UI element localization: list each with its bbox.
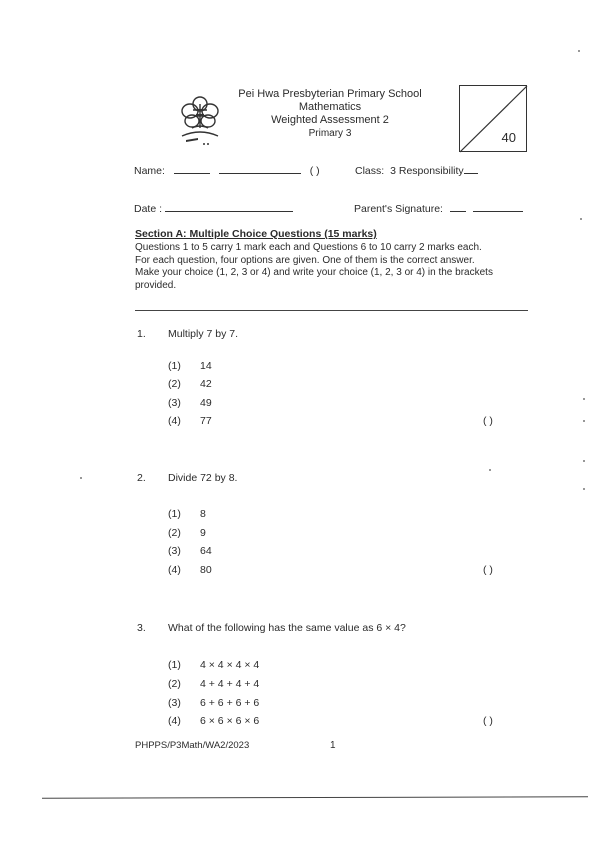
date-label: Date : — [134, 203, 163, 215]
option — [168, 659, 259, 671]
option-value: 77 — [200, 415, 212, 427]
scan-speck — [583, 488, 585, 490]
score-box — [459, 85, 527, 152]
question-number: 2. — [137, 472, 146, 484]
class-value: 3 Responsibility — [390, 165, 464, 177]
instruction-line: Questions 1 to 5 carry 1 mark each and Questions 6 to 10 carry 2 marks each. — [135, 242, 482, 253]
signature-blank-2[interactable] — [473, 202, 523, 212]
option-label: (1) — [168, 508, 181, 520]
option-label: (2) — [168, 378, 181, 390]
index-number-parens: ( ) — [309, 165, 320, 177]
scan-speck — [583, 420, 585, 422]
option-label: (1) — [168, 360, 181, 372]
section-divider — [135, 310, 528, 311]
question-text: What of the following has the same value as 6 × 4? — [168, 622, 406, 634]
instructions — [135, 242, 530, 292]
class-label: Class: — [355, 165, 385, 177]
option — [168, 545, 212, 557]
scan-speck — [489, 469, 491, 471]
question-number: 3. — [137, 622, 146, 634]
option — [168, 697, 259, 709]
option — [168, 678, 259, 690]
level: Primary 3 — [308, 128, 352, 139]
name-blank-2[interactable] — [219, 164, 301, 174]
option-value: 14 — [200, 360, 212, 372]
option — [168, 508, 206, 520]
school-name: Pei Hwa Presbyterian Primary School — [238, 88, 422, 100]
score-box-diagonal — [460, 86, 528, 153]
option — [168, 564, 212, 576]
scan-speck — [80, 477, 82, 479]
option — [168, 397, 212, 409]
option-label: (2) — [168, 678, 181, 690]
option-value: 80 — [200, 564, 212, 576]
option-label: (4) — [168, 564, 181, 576]
assessment-title: Weighted Assessment 2 — [271, 114, 389, 126]
option-value: 6 × 6 × 6 × 6 — [200, 715, 260, 727]
option-value: 64 — [200, 545, 212, 557]
scan-speck — [583, 460, 585, 462]
name-row — [134, 164, 320, 177]
date-row — [134, 202, 293, 215]
instruction-line: Make your choice (1, 2, 3 or 4) and write your choice (1, 2, 3 or 4) in the brackets — [135, 267, 493, 279]
question-number: 1. — [137, 328, 146, 340]
option-value: 6 + 6 + 6 + 6 — [200, 697, 260, 709]
answer-bracket[interactable]: ( ) — [483, 715, 493, 727]
instruction-line: For each question, four options are given. One of them is the correct answer. — [135, 254, 475, 266]
footer-code: PHPPS/P3Math/WA2/2023 — [135, 740, 250, 751]
option — [168, 527, 206, 539]
paper-header — [210, 88, 450, 140]
option — [168, 360, 212, 372]
option-label: (3) — [168, 697, 181, 709]
score-total: 40 — [501, 130, 516, 145]
option-label: (3) — [168, 397, 181, 409]
section-title: Section A: Multiple Choice Questions (15 marks) — [135, 228, 377, 240]
option-value: 4 × 4 × 4 × 4 — [200, 659, 260, 671]
page-number: 1 — [330, 740, 336, 751]
option-label: (3) — [168, 545, 181, 557]
instruction-line: provided. — [135, 279, 177, 291]
class-row — [355, 164, 478, 177]
option-label: (4) — [168, 715, 181, 727]
signature-blank-1[interactable] — [450, 202, 466, 212]
signature-row — [354, 202, 523, 215]
option — [168, 715, 259, 727]
question-text: Multiply 7 by 7. — [168, 328, 239, 340]
option-label: (4) — [168, 415, 181, 427]
question-text: Divide 72 by 8. — [168, 472, 238, 484]
subject: Mathematics — [298, 101, 362, 113]
answer-bracket[interactable]: ( ) — [483, 564, 493, 576]
option — [168, 415, 212, 427]
option-value: 8 — [200, 508, 206, 520]
option-value: 49 — [200, 397, 212, 409]
date-blank[interactable] — [165, 202, 293, 212]
option-value: 42 — [200, 378, 212, 390]
scan-speck — [580, 218, 582, 220]
option — [168, 378, 212, 390]
name-blank-1[interactable] — [174, 164, 210, 174]
scan-edge-line — [42, 796, 588, 798]
class-blank[interactable] — [464, 164, 478, 174]
name-label: Name: — [134, 165, 165, 177]
scan-speck — [583, 398, 585, 400]
answer-bracket[interactable]: ( ) — [483, 415, 493, 427]
option-label: (1) — [168, 659, 181, 671]
signature-label: Parent's Signature: — [354, 203, 443, 215]
option-label: (2) — [168, 527, 181, 539]
scan-speck — [578, 50, 580, 52]
option-value: 4 + 4 + 4 + 4 — [200, 678, 260, 690]
option-value: 9 — [200, 527, 206, 539]
